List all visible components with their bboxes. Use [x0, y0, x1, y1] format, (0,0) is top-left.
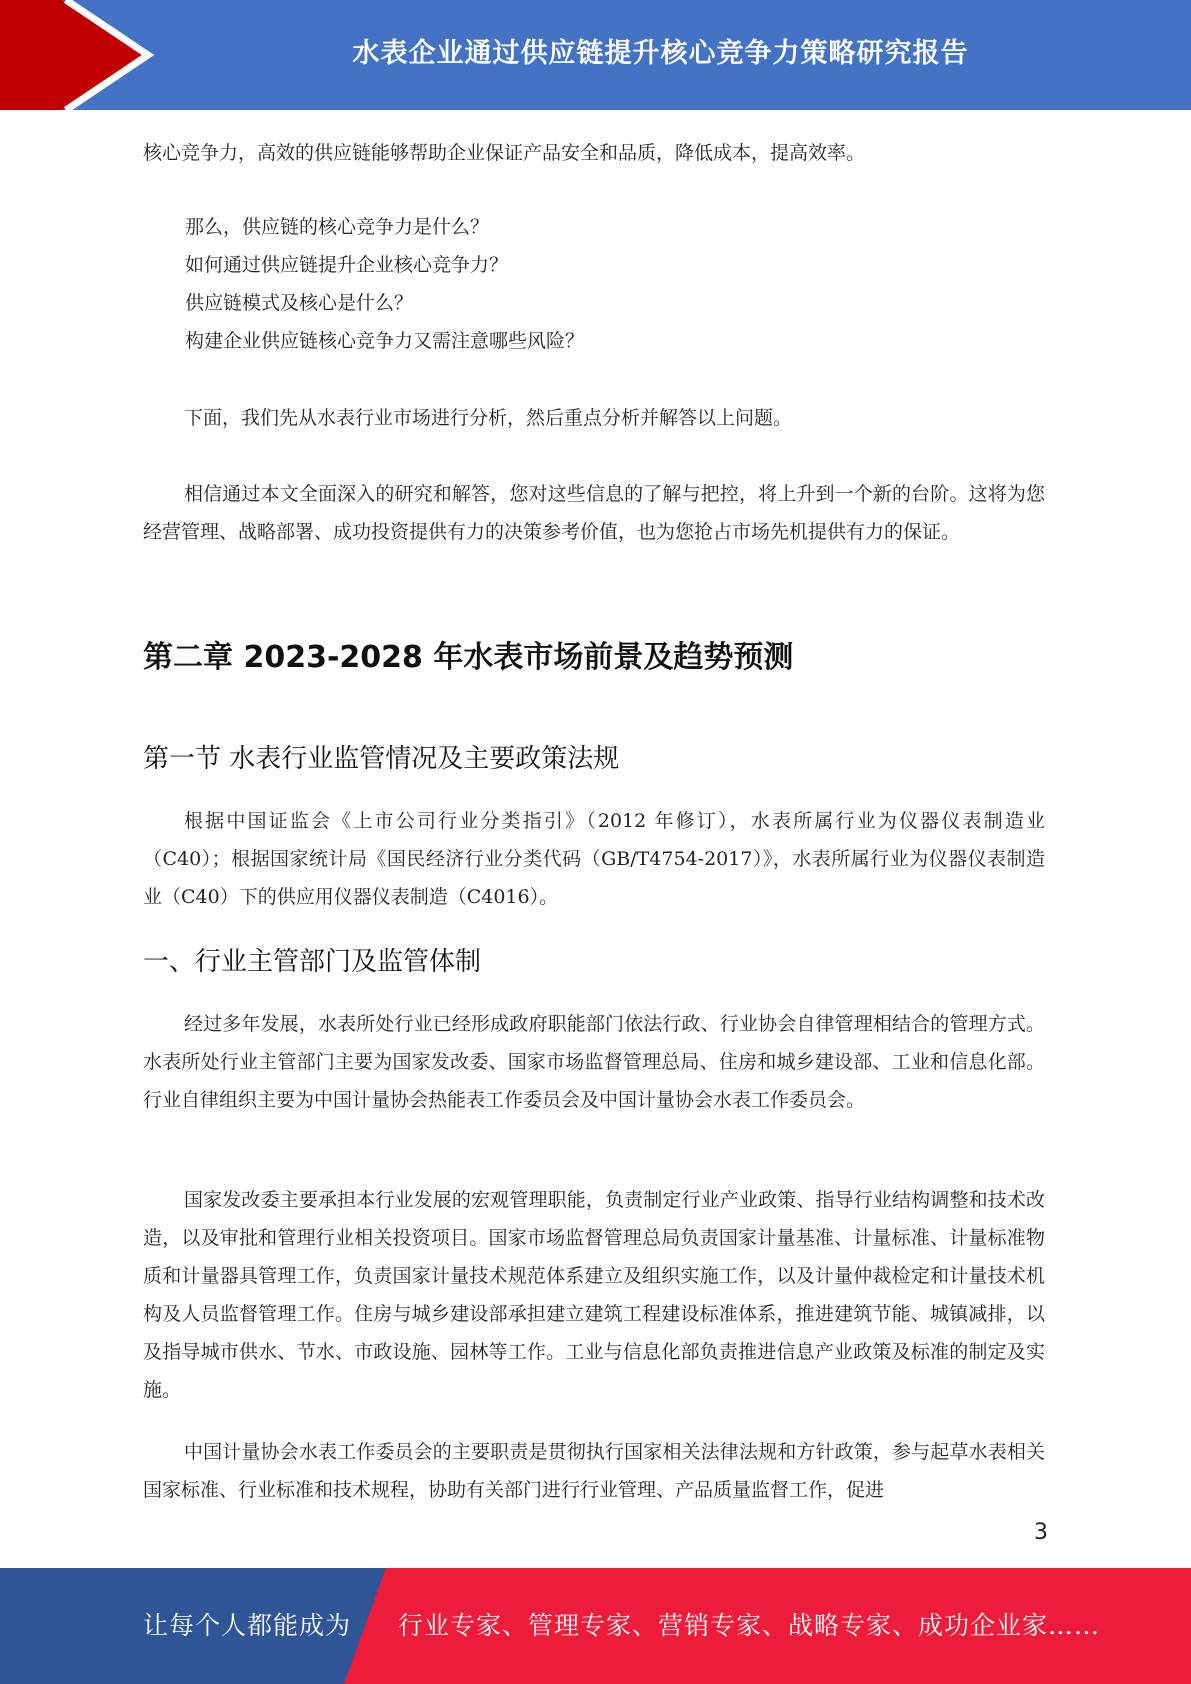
footer-slogan-right: 行业专家、管理专家、营销专家、战略专家、成功企业家…… [398, 1611, 1101, 1640]
page-number: 3 [1034, 1520, 1048, 1545]
question-item: 构建企业供应链核心竞争力又需注意哪些风险？ [185, 330, 585, 352]
page-footer [0, 1568, 1191, 1684]
question-item: 那么，供应链的核心竞争力是什么？ [185, 216, 490, 238]
believe-paragraph: 相信通过本文全面深入的研究和解答，您对这些信息的了解与把控，将上升到一个新的台阶。这将为您经营管理、战略部署、成功投资提供有力的决策参考价值，也为您抢占市场先机提供有力的保证。 [143, 483, 1045, 543]
footer-slogan-left: 让每个人都能成为 [143, 1611, 352, 1640]
intro-tail-paragraph: 核心竞争力，高效的供应链能够帮助企业保证产品安全和品质，降低成本，提高效率。 [143, 142, 866, 164]
report-title: 水表企业通过供应链提升核心竞争力策略研究报告 [352, 37, 969, 69]
next-paragraph: 下面，我们先从水表行业市场进行分析，然后重点分析并解答以上问题。 [184, 407, 793, 429]
section-heading: 第一节 水表行业监管情况及主要政策法规 [143, 744, 620, 774]
subsection-heading: 一、行业主管部门及监管体制 [143, 947, 482, 977]
regulators-paragraph: 经过多年发展，水表所处行业已经形成政府职能部门依法行政、行业协会自律管理相结合的管理方式。水表所处行业主管部门主要为国家发改委、国家市场监督管理总局、住房和城乡建设部、工业和信息化部。行业自律组织主要为中国计量协会热能表工作委员会及中国计量协会水表工作委员会。 [143, 1013, 1045, 1111]
chapter-heading: 第二章 2023-2028 年水表市场前景及趋势预测 [143, 640, 794, 675]
question-item: 如何通过供应链提升企业核心竞争力？ [185, 254, 509, 276]
question-item: 供应链模式及核心是什么？ [185, 292, 414, 314]
ndrc-paragraph: 国家发改委主要承担本行业发展的宏观管理职能，负责制定行业产业政策、指导行业结构调整和技术改造，以及审批和管理行业相关投资项目。国家市场监督管理总局负责国家计量基准、计量标准、计量标准物质和计量器具管理工作，负责国家计量技术规范体系建立及组织实施工作，以及计量仲裁检定和计量技术机构及人员监督管理工作。住房与城乡建设部承担建立建筑工程建设标准体系，推进建筑节能、城镇减排，以及指导城市供水、节水、市政设施、园林等工作。工业与信息化部负责推进信息产业政策及标准的制定及实施。 [143, 1189, 1045, 1401]
classification-paragraph: 根据中国证监会《上市公司行业分类指引》（2012 年修订），水表所属行业为仪器仪表制造业（C40）；根据国家统计局《国民经济行业分类代码（GB/T4754-2017）》，水表所属行业为仪器仪表制造业（C40）下的供应用仪器仪表制造（C4016）。 [143, 810, 1045, 908]
association-paragraph: 中国计量协会水表工作委员会的主要职责是贯彻执行国家相关法律法规和方针政策，参与起草水表相关国家标准、行业标准和技术规程，协助有关部门进行行业管理、产品质量监督工作，促进 [143, 1441, 1045, 1501]
page-header [0, 0, 1191, 110]
